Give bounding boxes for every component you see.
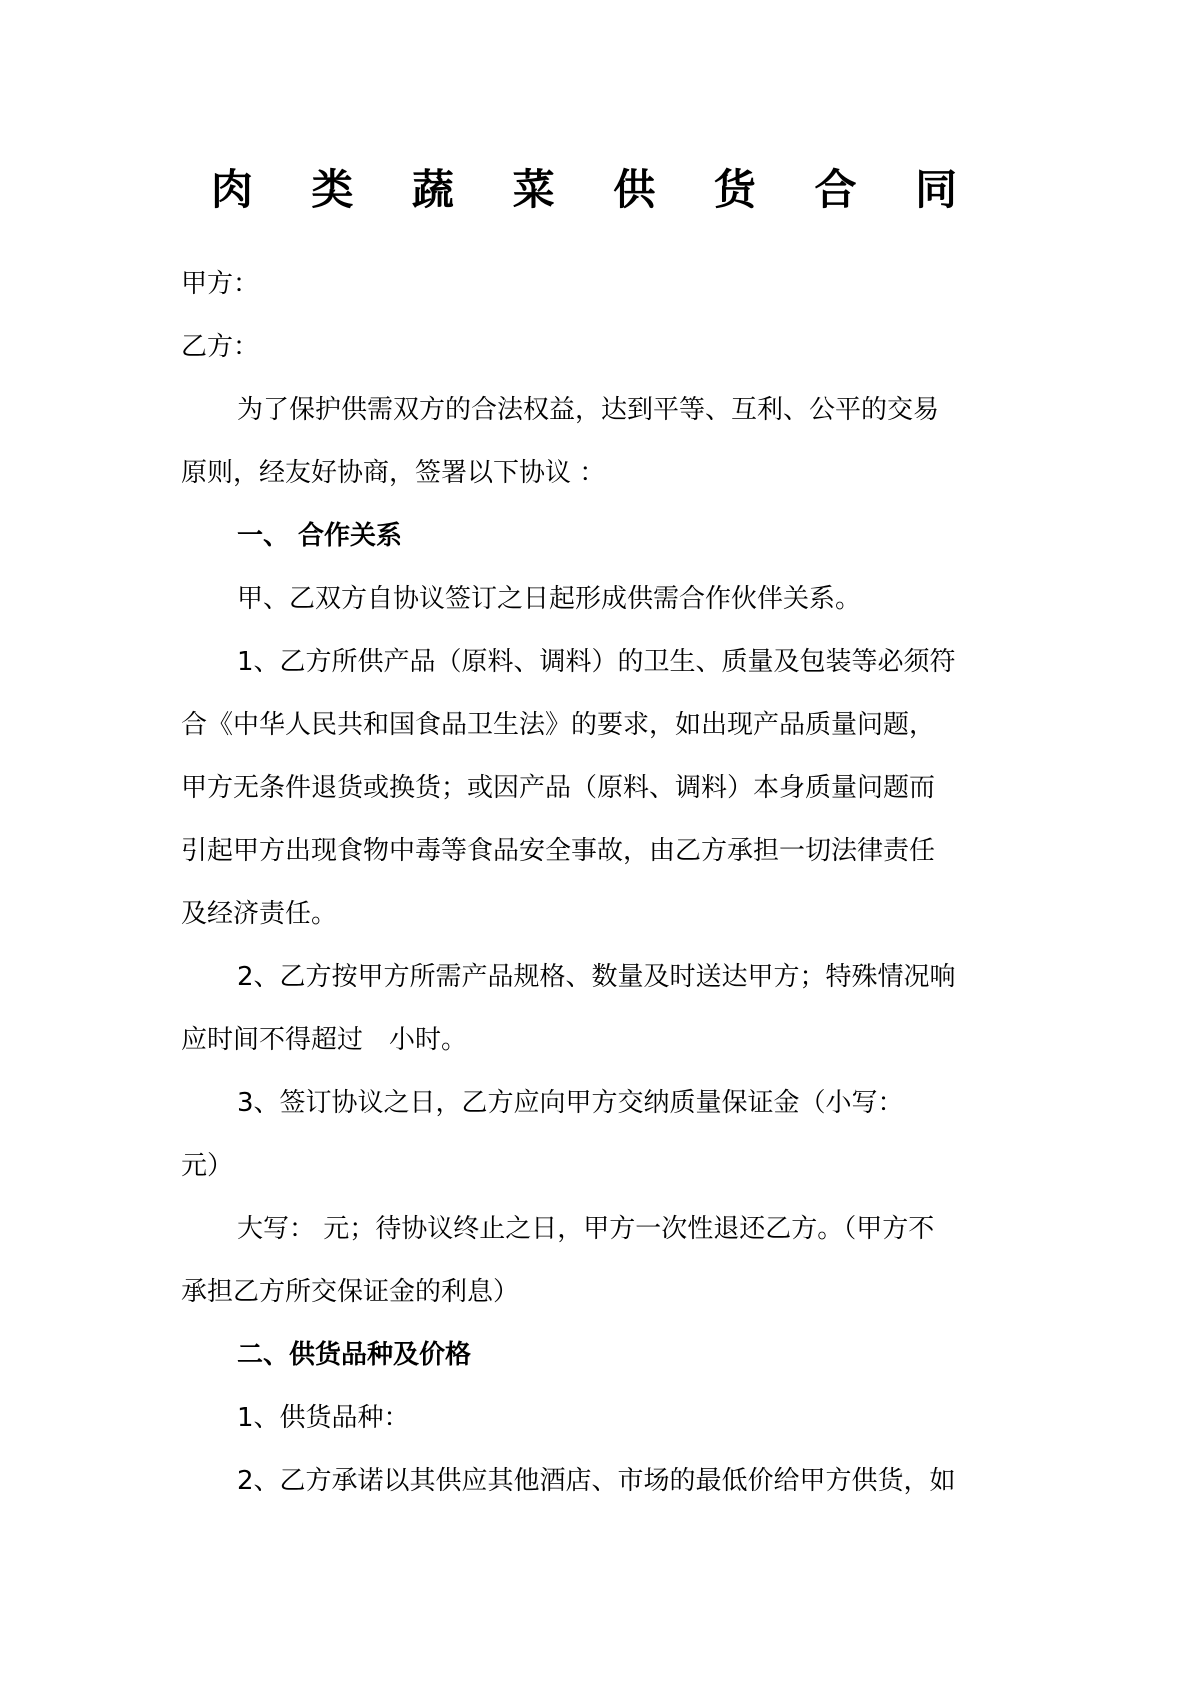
document-body: [181, 262, 1021, 1522]
clause-1-line: 引起甲方出现食物中毒等食品安全事故，由乙方承担一切法律责任: [181, 836, 936, 866]
party-b-line: 乙方：: [181, 332, 260, 362]
section-heading-cooperation: 一、 合作关系: [237, 521, 403, 551]
paragraph-line: 甲、乙双方自协议签订之日起形成供需合作伙伴关系。: [237, 584, 862, 614]
party-a-line: 甲方：: [181, 269, 260, 299]
section-heading-varieties-prices: 二、供货品种及价格: [237, 1340, 472, 1370]
clause-3-line: 3、签订协议之日，乙方应向甲方交纳质量保证金（小写：: [237, 1088, 904, 1118]
item-2-line: 2、乙方承诺以其供应其他酒店、市场的最低价给甲方供货，如: [237, 1466, 956, 1496]
clause-3-line: 大写： 元；待协议终止之日，甲方一次性退还乙方。（甲方不: [237, 1214, 935, 1244]
clause-1-line: 合《中华人民共和国食品卫生法》的要求，如出现产品质量问题，: [181, 710, 936, 740]
clause-3-line: 承担乙方所交保证金的利息）: [181, 1277, 520, 1307]
preamble-line: 原则，经友好协商，签署以下协议 ：: [181, 458, 606, 488]
clause-3-line: 元）: [181, 1151, 234, 1181]
preamble-line: 为了保护供需双方的合法权益，达到平等、互利、公平的交易: [237, 395, 940, 425]
clause-1-line: 及经济责任。: [181, 899, 338, 929]
clause-2-line: 2、乙方按甲方所需产品规格、数量及时送达甲方；特殊情况响: [237, 962, 956, 992]
item-1-line: 1、供货品种：: [237, 1403, 410, 1433]
clause-2-line: 应时间不得超过 小时。: [181, 1025, 468, 1055]
document-title: 肉 类 蔬 菜 供 货 合 同: [210, 165, 980, 214]
clause-1-line: 1、乙方所供产品（原料、调料）的卫生、质量及包装等必须符: [237, 647, 956, 677]
clause-1-line: 甲方无条件退货或换货；或因产品（原料、调料）本身质量问题而: [181, 773, 936, 803]
